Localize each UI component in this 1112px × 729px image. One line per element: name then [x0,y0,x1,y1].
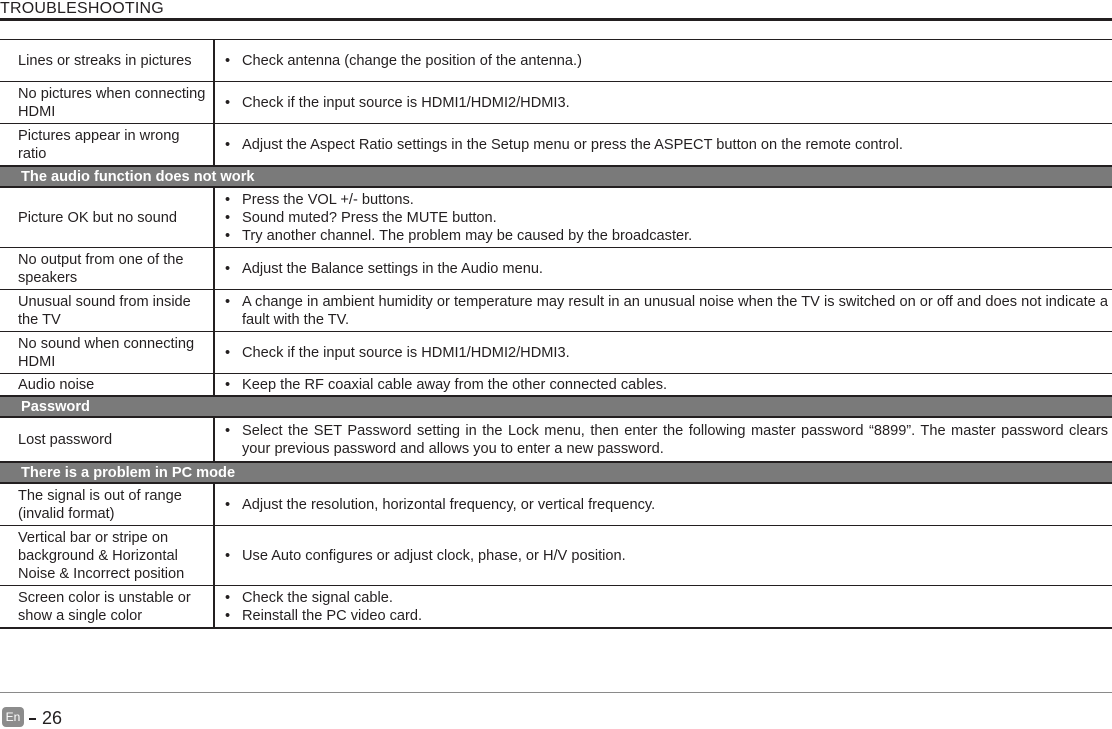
table-row [0,374,1112,396]
page-dash [29,718,36,720]
table-row [0,248,1112,290]
list-item: • Keep the RF coaxial cable away from the other connected cables. [225,377,668,393]
list-item: • Select the SET Password setting in the Lock menu, then enter the following master password “8899”. The master password clears your previous password and allows you to enter a new password. [225,423,1108,457]
problem-cell: Lines or streaks in pictures [0,40,215,81]
problem-cell: Picture OK but no sound [0,188,215,247]
list-item: • Reinstall the PC video card. [225,608,423,624]
language-badge: En [2,707,24,727]
bullet-icon: • [225,228,231,244]
problem-cell: Lost password [0,418,215,461]
footer-divider [0,692,1112,693]
table-row [0,290,1112,332]
bullet-icon: • [225,53,231,69]
bullet-icon: • [225,548,231,564]
solution-cell [215,248,1112,289]
list-item: • Press the VOL +/- buttons. [225,192,414,208]
bullet-icon: • [225,497,231,513]
table-row [0,526,1112,586]
list-item: • Check if the input source is HDMI1/HDMI2/HDMI3. [225,95,570,111]
title-divider [0,18,1112,21]
bullet-icon: • [225,210,231,226]
problem-cell: Pictures appear in wrong ratio [0,124,215,165]
page-title: TROUBLESHOOTING [0,0,164,17]
table-row [0,82,1112,124]
list-item: • Check the signal cable. [225,590,393,606]
bullet-icon: • [225,423,231,439]
solution-cell [215,290,1112,331]
problem-cell: Unusual sound from inside the TV [0,290,215,331]
page-number: 26 [42,708,63,728]
solution-cell [215,332,1112,373]
bullet-icon: • [225,192,231,208]
list-item: • Adjust the Aspect Ratio settings in the Setup menu or press the ASPECT button on the remote control. [225,137,903,153]
bullet-icon: • [225,137,231,153]
table-row [0,332,1112,374]
problem-cell: No pictures when connecting HDMI [0,82,215,123]
section-header-password: Password [0,396,1112,418]
problem-cell: The signal is out of range (invalid format) [0,484,215,525]
list-item: • Adjust the Balance settings in the Audio menu. [225,261,543,277]
table-row [0,484,1112,526]
table-row [0,124,1112,166]
bullet-icon: • [225,345,231,361]
table-row [0,188,1112,248]
list-item: • Use Auto configures or adjust clock, phase, or H/V position. [225,548,626,564]
bullet-icon: • [225,261,231,277]
problem-cell: No output from one of the speakers [0,248,215,289]
list-item: • A change in ambient humidity or temperature may result in an unusual noise when the TV is switched on or off and does not indicate a fault with the TV. [225,294,1108,328]
solution-cell [215,188,1112,247]
solution-cell [215,418,1112,461]
section-header-audio: The audio function does not work [0,166,1112,188]
solution-cell [215,374,1112,395]
list-item: • Check if the input source is HDMI1/HDMI2/HDMI3. [225,345,570,361]
table-row [0,586,1112,629]
problem-cell: Screen color is unstable or show a single color [0,586,215,627]
solution-cell [215,484,1112,525]
solution-cell [215,586,1112,627]
list-item: • Check antenna (change the position of the antenna.) [225,53,582,69]
solution-cell [215,40,1112,81]
solution-cell [215,124,1112,165]
problem-cell: No sound when connecting HDMI [0,332,215,373]
solution-cell [215,526,1112,585]
problem-cell: Vertical bar or stripe on background & Horizontal Noise & Incorrect position [0,526,215,585]
bullet-icon: • [225,294,231,310]
table-row [0,418,1112,462]
list-item: • Try another channel. The problem may be caused by the broadcaster. [225,228,693,244]
section-header-pc-mode: There is a problem in PC mode [0,462,1112,484]
solution-cell [215,82,1112,123]
bullet-icon: • [225,590,231,606]
problem-cell: Audio noise [0,374,215,395]
list-item: • Adjust the resolution, horizontal frequency, or vertical frequency. [225,497,656,513]
troubleshooting-table [0,39,1112,629]
table-row [0,40,1112,82]
bullet-icon: • [225,95,231,111]
list-item: • Sound muted? Press the MUTE button. [225,210,497,226]
bullet-icon: • [225,377,231,393]
bullet-icon: • [225,608,231,624]
